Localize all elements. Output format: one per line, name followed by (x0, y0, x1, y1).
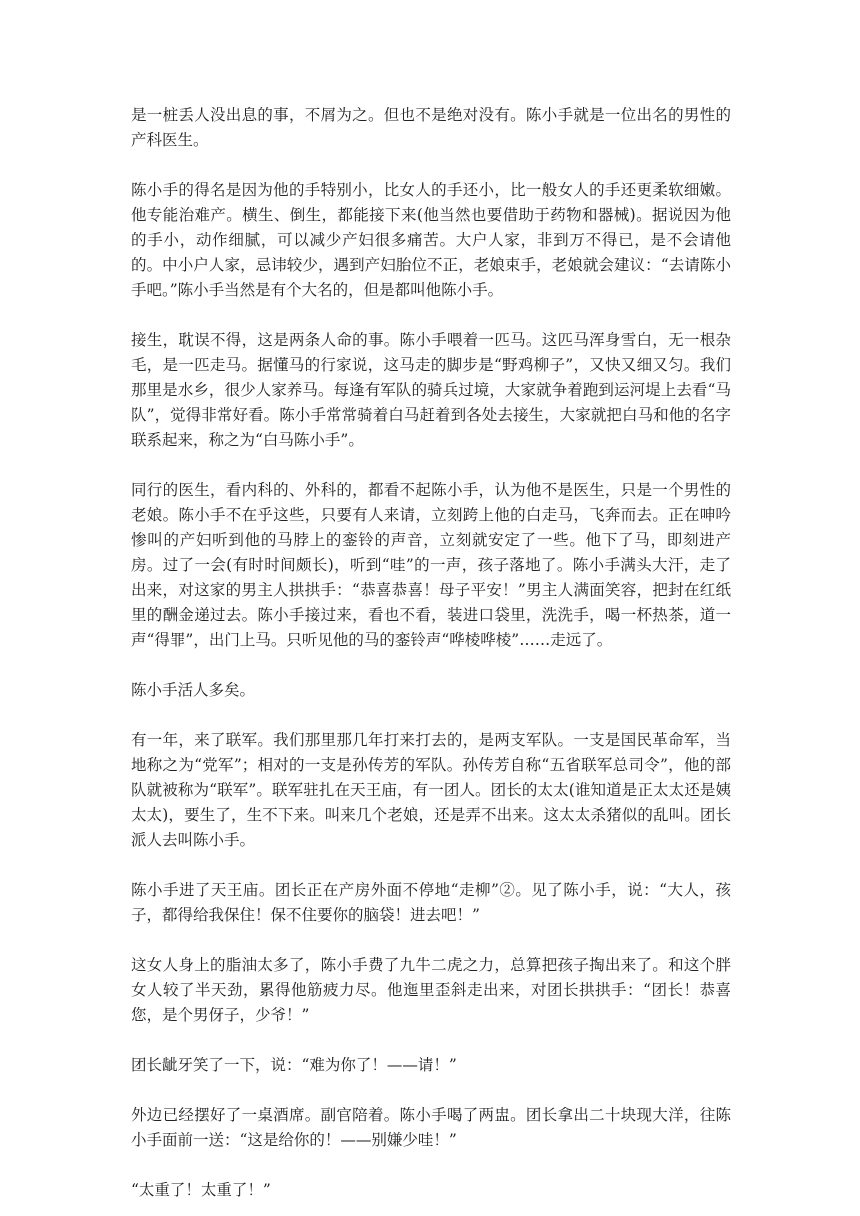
paragraph: 团长龇牙笑了一下，说：“难为你了！——请！” (131, 1056, 457, 1074)
paragraph: 接生，耽误不得，这是两条人命的事。陈小手喂着一匹马。这匹马浑身雪白，无一根杂毛，是一匹走马。据懂马的行家说，这马走的脚步是“野鸡柳子”，又快又细又匀。我们那里是水乡，很少人家养马。每逢有军队的骑兵过境，大家就争着跑到运河堤上去看“马队”，觉得非常好看。陈小手常常骑着白马赶着到各处去接生，大家就把白马和他的名字联系起来，称之为“白马陈小手”。 (131, 331, 731, 449)
paragraph: 有一年，来了联军。我们那里那几年打来打去的，是两支军队。一支是国民革命军，当地称之为“党军”；相对的一支是孙传芳的军队。孙传芳自称“五省联军总司令”，他的部队就被称为“联军”。联军驻扎在天王庙，有一团人。团长的太太(谁知道是正太太还是姨太太)，要生了，生不下来。叫来几个老娘，还是弄不出来。这太太杀猪似的乱叫。团长派人去叫陈小手。 (131, 731, 731, 849)
paragraph: 外边已经摆好了一桌酒席。副官陪着。陈小手喝了两盅。团长拿出二十块现大洋，往陈小手面前一送：“这是给你的！——别嫌少哇！” (131, 1106, 731, 1149)
paragraph: 同行的医生，看内科的、外科的，都看不起陈小手，认为他不是医生，只是一个男性的老娘。陈小手不在乎这些，只要有人来请，立刻跨上他的白走马，飞奔而去。正在呻吟惨叫的产妇听到他的马脖上的銮铃的声音，立刻就安定了一些。他下了马，即刻进产房。过了一会(有时时间颇长)，听到“哇”的一声，孩子落地了。陈小手满头大汗，走了出来，对这家的男主人拱拱手：“恭喜恭喜！母子平安！”男主人满面笑容，把封在红纸里的酬金递过去。陈小手接过来，看也不看，装进口袋里，洗洗手，喝一杯热茶，道一声“得罪”，出门上马。只听见他的马的銮铃声“哗棱哗棱”……走远了。 (131, 481, 731, 649)
document-body (131, 103, 731, 1203)
paragraph: “太重了！太重了！” (131, 1181, 271, 1199)
paragraph: 陈小手的得名是因为他的手特别小，比女人的手还小，比一般女人的手还更柔软细嫩。他专能治难产。横生、倒生，都能接下来(他当然也要借助于药物和器械)。据说因为他的手小，动作细腻，可以减少产妇很多痛苦。大户人家，非到万不得已，是不会请他的。中小户人家，忌讳较少，遇到产妇胎位不正，老娘束手，老娘就会建议：“去请陈小手吧。”陈小手当然是有个大名的，但是都叫他陈小手。 (131, 181, 731, 299)
paragraph: 陈小手活人多矣。 (131, 681, 256, 699)
paragraph: 这女人身上的脂油太多了，陈小手费了九牛二虎之力，总算把孩子掏出来了。和这个胖女人较了半天劲，累得他筋疲力尽。他迤里歪斜走出来，对团长拱拱手：“团长！恭喜您，是个男伢子，少爷！” (131, 956, 731, 1024)
paragraph: 是一桩丢人没出息的事，不屑为之。但也不是绝对没有。陈小手就是一位出名的男性的产科医生。 (131, 106, 731, 149)
paragraph: 陈小手进了天王庙。团长正在产房外面不停地“走柳”②。见了陈小手，说：“大人，孩子，都得给我保住！保不住要你的脑袋！进去吧！” (131, 881, 731, 924)
